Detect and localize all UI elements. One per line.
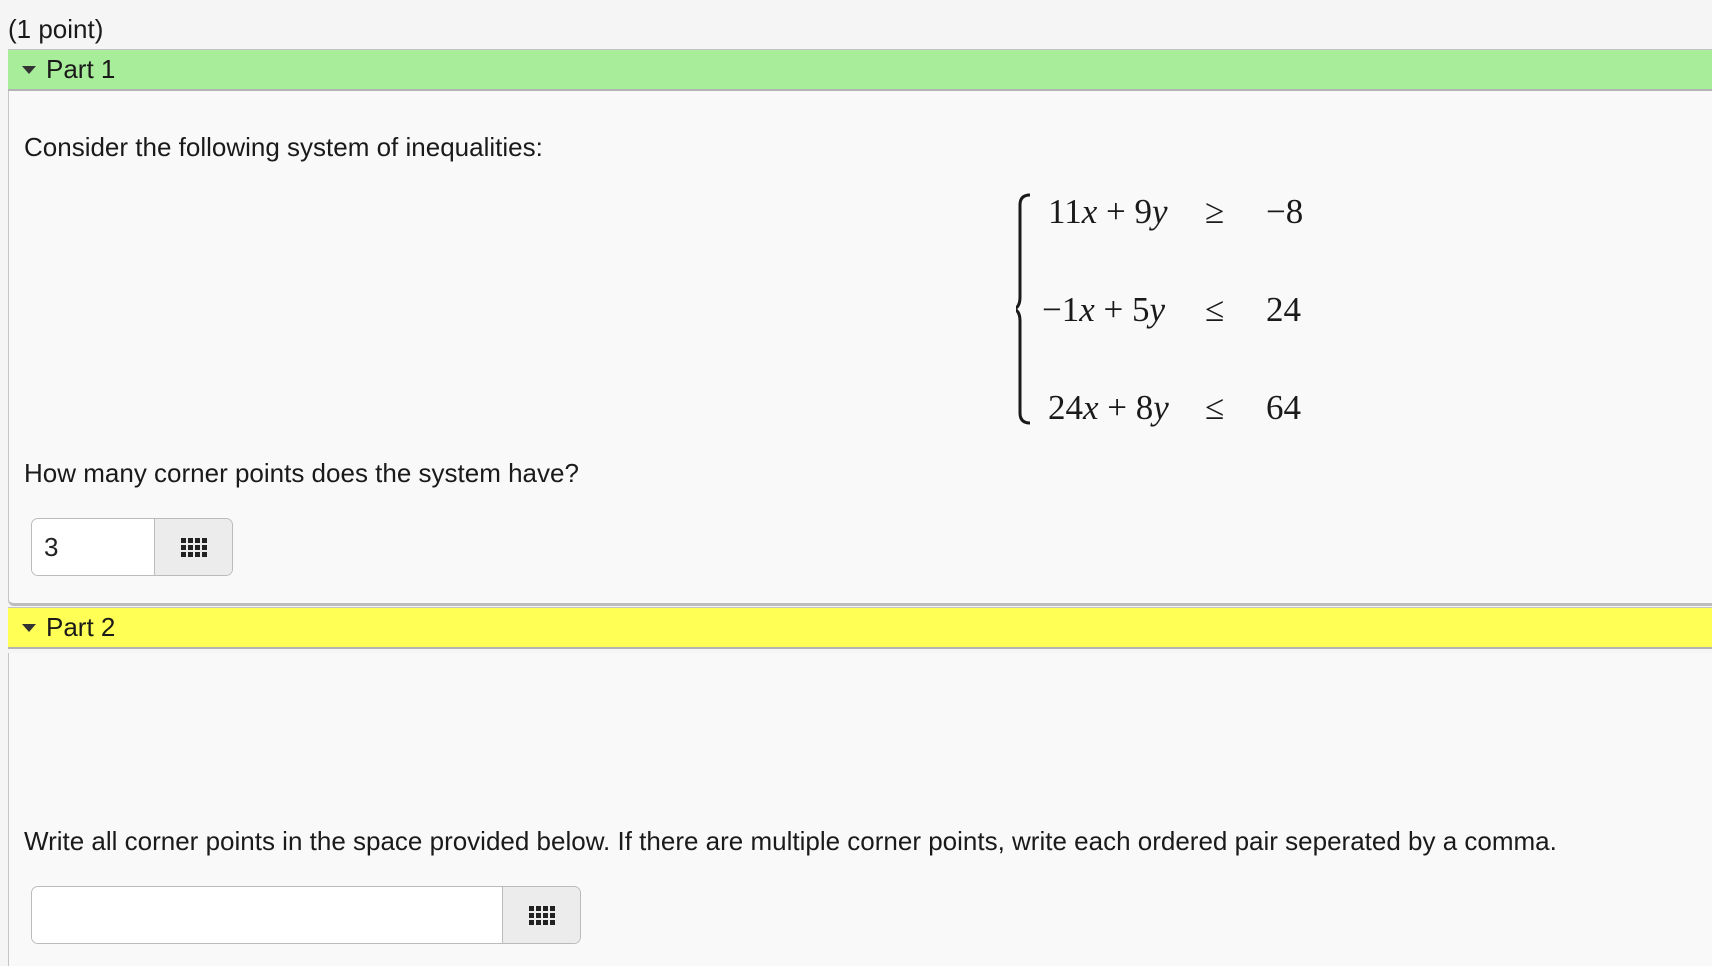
part1-prompt: Consider the following system of inequalities:: [24, 132, 543, 162]
system-row-2-lhs: −1x + 5y: [1042, 290, 1166, 329]
part1-title: Part 1: [46, 54, 116, 84]
system-row-3-relation: ≤: [1205, 388, 1225, 427]
system-row-1-rhs: −8: [1266, 192, 1304, 231]
system-row-2-relation: ≤: [1205, 290, 1225, 329]
system-row-1-lhs: 11x + 9y: [1048, 192, 1168, 231]
part1-question: How many corner points does the system have?: [24, 458, 579, 488]
keypad-grid-icon: [529, 906, 555, 925]
part2-title: Part 2: [46, 612, 116, 642]
points-label: (1 point): [8, 14, 104, 44]
part1-header[interactable]: [8, 49, 1712, 91]
part2-answer-box: [31, 886, 581, 944]
corner-count-input[interactable]: [32, 519, 154, 575]
part2-prompt: Write all corner points in the space provided below. If there are multiple corner points, write each ordered pair seperated by a comma.: [24, 826, 1557, 856]
system-row-2-rhs: 24: [1266, 290, 1301, 329]
corner-points-input[interactable]: [32, 887, 502, 943]
part1-keypad-button[interactable]: [154, 519, 232, 575]
system-row-1-relation: ≥: [1205, 192, 1225, 231]
system-row-3-lhs: 24x + 8y: [1048, 388, 1169, 427]
part1-answer-box: [31, 518, 233, 576]
part2-keypad-button[interactable]: [502, 887, 580, 943]
system-row-3-rhs: 64: [1266, 388, 1301, 427]
left-brace: [1016, 193, 1032, 425]
caret-down-icon[interactable]: [22, 624, 36, 632]
keypad-grid-icon: [181, 538, 207, 557]
part2-header[interactable]: [8, 607, 1712, 649]
caret-down-icon[interactable]: [22, 66, 36, 74]
part1-body: [8, 91, 1712, 606]
